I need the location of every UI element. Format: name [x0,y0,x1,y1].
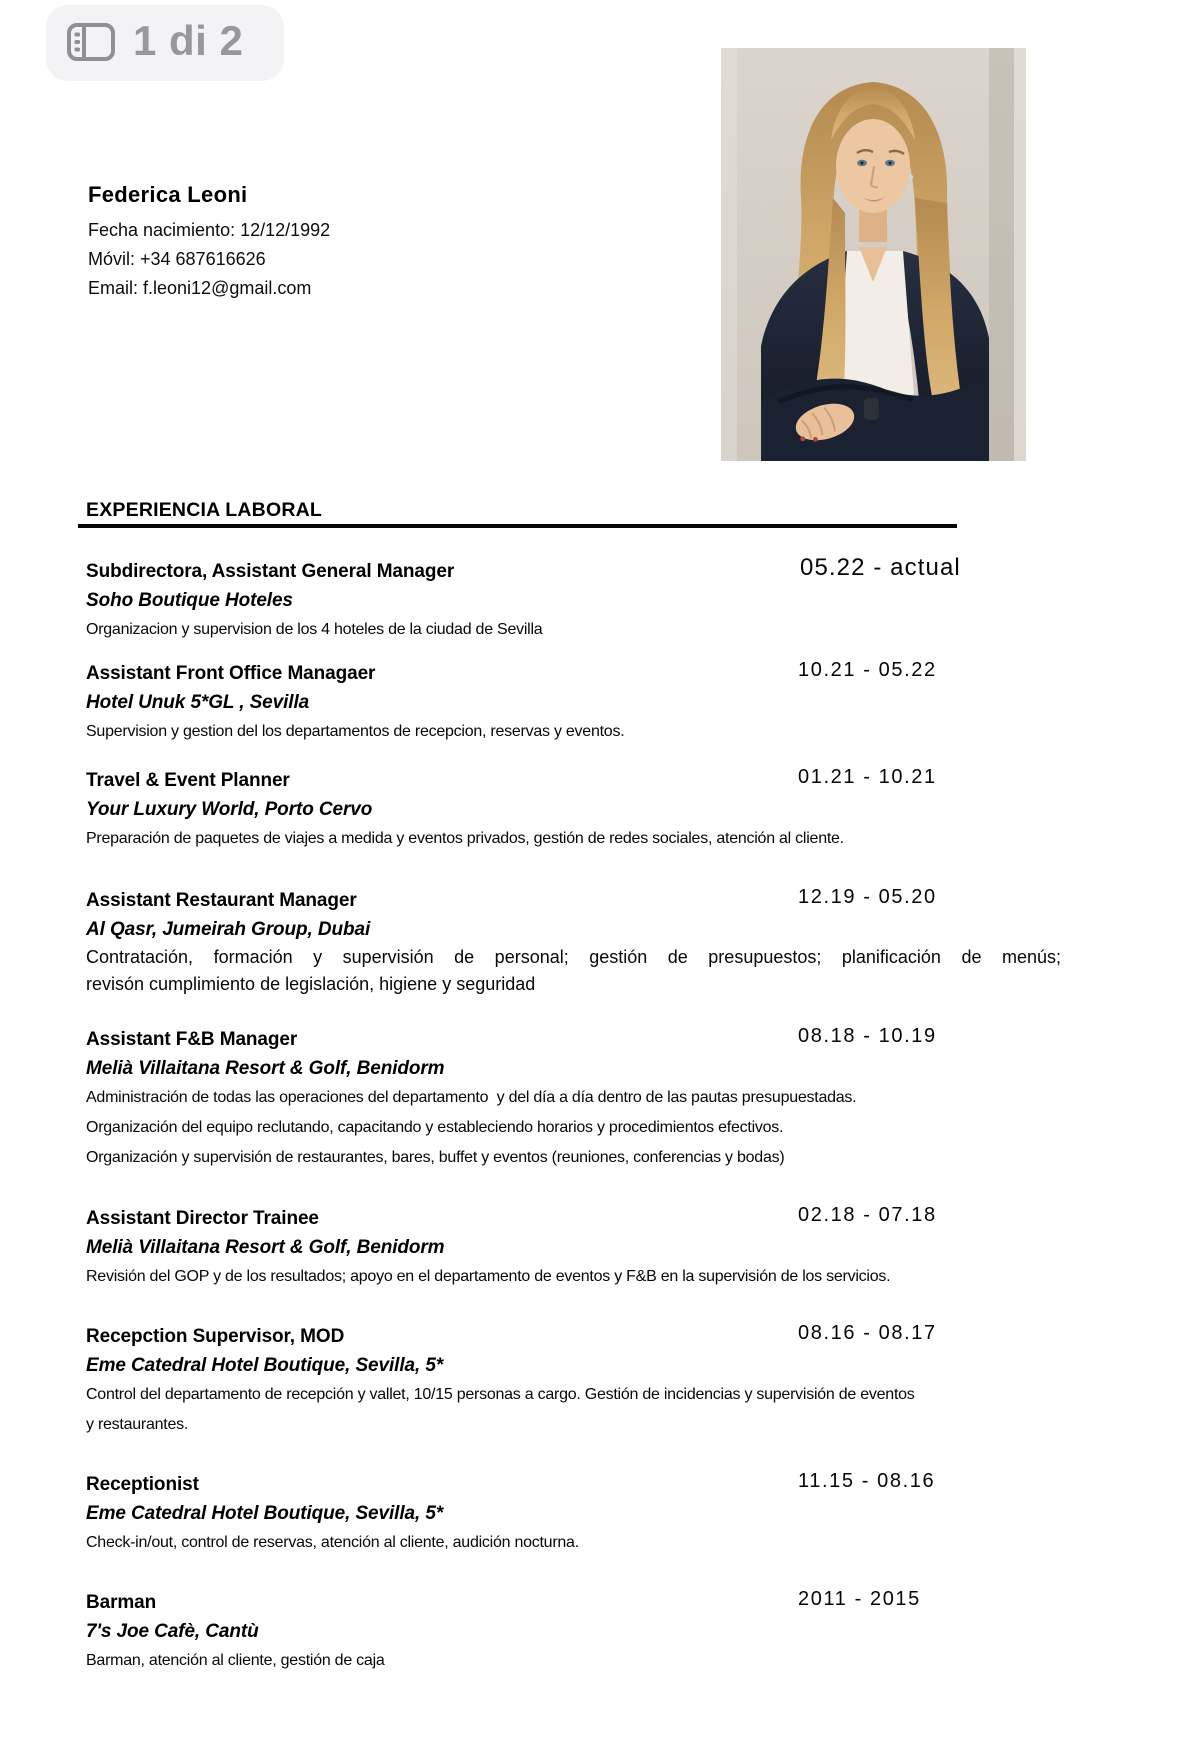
profile-birth-date: Fecha nacimiento: 12/12/1992 [88,220,331,240]
experience-date: 10.21 - 05.22 [798,659,937,681]
experience-entry [86,1204,1098,1292]
experience-title: Receptionist [86,1474,199,1495]
experience-date: 12.19 - 05.20 [798,886,937,908]
experience-list [86,554,1098,1676]
experience-entry [86,1322,1098,1440]
experience-description [86,824,1098,854]
experience-description-line: y restaurantes. [86,1416,189,1433]
sidebar-pages-icon [66,22,116,65]
experience-entry [86,659,1098,747]
experience-description [86,1083,1098,1173]
experience-entry [86,1025,1098,1173]
experience-date: 01.21 - 10.21 [798,766,937,788]
experience-title: Assistant F&B Manager [86,1029,298,1050]
experience-title: Assistant Front Office Managaer [86,663,376,684]
page-indicator-label: 1 di 2 [133,17,244,64]
experience-description [86,1380,1098,1440]
experience-company: Eme Catedral Hotel Boutique, Sevilla, 5* [86,1503,444,1524]
profile-mobile: Móvil: +34 687616626 [88,249,266,269]
experience-date: 08.18 - 10.19 [798,1025,937,1047]
experience-description-line: Supervision y gestion del los departamentos de recepcion, reservas y eventos. [86,723,625,740]
section-underline [78,524,957,528]
experience-company: Your Luxury World, Porto Cervo [86,799,373,820]
experience-description [86,944,1098,998]
experience-entry [86,766,1098,854]
experience-description-line: Preparación de paquetes de viajes a medida y eventos privados, gestión de redes sociales, atención al cliente. [86,830,844,847]
experience-description [86,1262,1098,1292]
experience-description-line: Check-in/out, control de reservas, atención al cliente, audición nocturna. [86,1534,579,1551]
experience-company: Melià Villaitana Resort & Golf, Benidorm [86,1058,445,1079]
experience-company: Melià Villaitana Resort & Golf, Benidorm [86,1237,445,1258]
experience-description-line: Barman, atención al cliente, gestión de caja [86,1652,385,1669]
experience-date: 02.18 - 07.18 [798,1204,937,1226]
profile-block [88,182,330,303]
experience-company: Eme Catedral Hotel Boutique, Sevilla, 5* [86,1355,444,1376]
experience-title: Assistant Director Trainee [86,1208,319,1229]
experience-date: 08.16 - 08.17 [798,1322,937,1344]
experience-description-line: Organización y supervisión de restaurantes, bares, buffet y eventos (reuniones, conferencias y bodas) [86,1149,785,1166]
experience-date: 05.22 - actual [800,554,961,581]
experience-description-line: Contratación, formación y supervisión de personal; gestión de presupuestos; planificación de menús; [86,947,1061,967]
experience-description [86,717,1098,747]
experience-title: Barman [86,1592,157,1613]
profile-email: Email: f.leoni12@gmail.com [88,278,312,298]
experience-company: Soho Boutique Hoteles [86,590,293,611]
experience-description-line: Administración de todas las operaciones del departamento y del día a día dentro de las pautas presupuestadas. [86,1089,857,1106]
experience-entry [86,1470,1098,1558]
experience-title: Assistant Restaurant Manager [86,890,357,911]
experience-title: Subdirectora, Assistant General Manager [86,561,455,582]
page-indicator-badge[interactable] [46,5,284,81]
experience-date: 11.15 - 08.16 [798,1470,936,1492]
experience-title: Travel & Event Planner [86,770,290,791]
experience-company: 7's Joe Cafè, Cantù [86,1621,259,1642]
experience-title: Recepction Supervisor, MOD [86,1326,345,1347]
experience-description [86,1646,1098,1676]
experience-description [86,615,1098,645]
experience-description [86,1528,1098,1558]
experience-description-line: Organizacion y supervision de los 4 hoteles de la ciudad de Sevilla [86,621,543,638]
experience-company: Al Qasr, Jumeirah Group, Dubai [86,919,371,940]
profile-photo [721,48,1026,461]
experience-description-line: Control del departamento de recepción y vallet, 10/15 personas a cargo. Gestión de incidencias y supervisión de eventos [86,1386,915,1403]
experience-description-line: Organización del equipo reclutando, capacitando y estableciendo horarios y procedimientos efectivos. [86,1119,784,1136]
experience-entry [86,1588,1098,1676]
experience-company: Hotel Unuk 5*GL , Sevilla [86,692,310,713]
experience-entry [86,554,1098,645]
experience-description-line: revisón cumplimiento de legislación, higiene y seguridad [86,974,536,994]
experience-description-line: Revisión del GOP y de los resultados; apoyo en el departamento de eventos y F&B en la supervisión de los servicios. [86,1268,891,1285]
experience-date: 2011 - 2015 [798,1588,921,1610]
profile-name: Federica Leoni [88,182,248,207]
section-title: EXPERIENCIA LABORAL [86,499,323,521]
experience-entry [86,886,1098,998]
